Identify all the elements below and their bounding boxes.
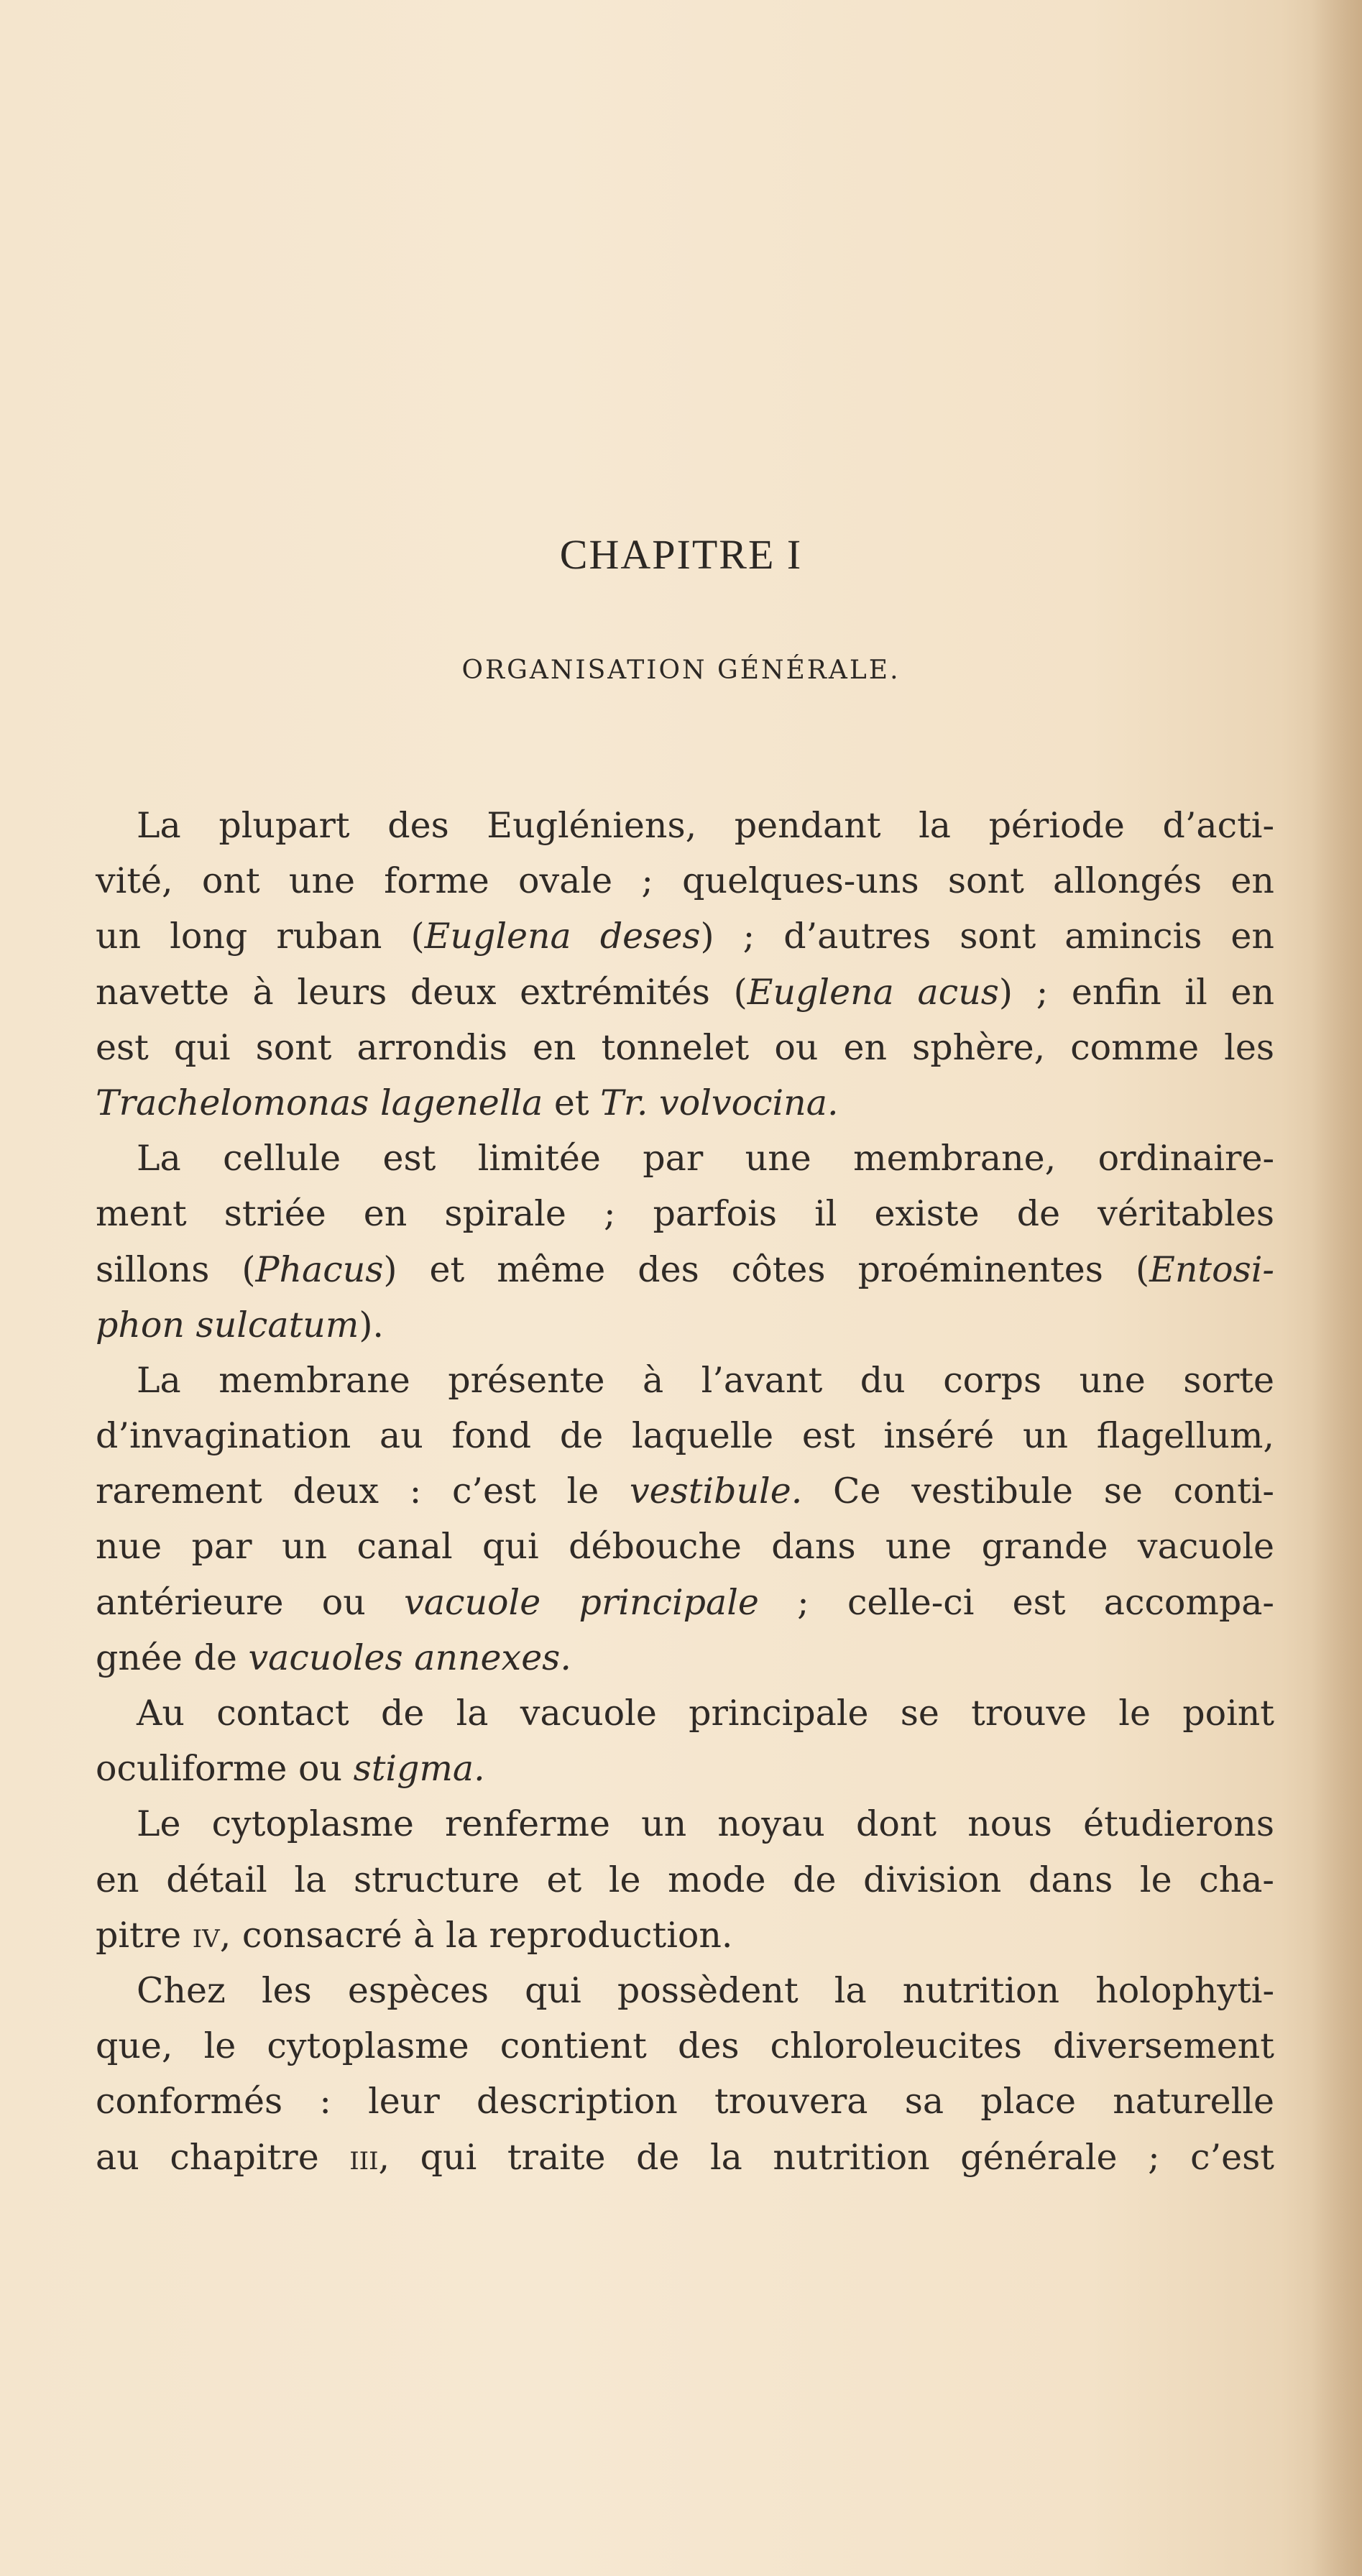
- text-run: conformés : leur description trouvera sa place naturelle: [96, 2081, 1274, 2122]
- text-run: Chez les espèces qui possèdent la nutrition holophyti-: [137, 1969, 1274, 2011]
- italic-term: vacuoles annexes.: [248, 1637, 571, 1678]
- text-run: est qui sont arrondis en tonnelet ou en sphère, comme les: [96, 1026, 1274, 1068]
- text-run: en détail la structure et le mode de division dans le cha-: [96, 1859, 1274, 1900]
- text-line: [96, 2130, 1274, 2185]
- text-run: ) et même des côtes proéminentes (: [383, 1248, 1150, 1290]
- text-run: vité, ont une forme ovale ; quelques-uns sont allongés en: [96, 860, 1274, 902]
- body-text: [96, 798, 1274, 2185]
- text-run: ; celle-ci est accompa-: [758, 1581, 1274, 1623]
- text-line: [96, 2074, 1274, 2129]
- text-run: sillons (: [96, 1248, 256, 1290]
- italic-term: vacuole principale: [404, 1581, 759, 1623]
- text-run: Au contact de la vacuole principale se trouve le point: [137, 1693, 1274, 1734]
- text-run: antérieure ou: [96, 1581, 405, 1623]
- text-line: [96, 1796, 1274, 1852]
- text-run: ).: [359, 1304, 385, 1346]
- italic-term: phon sulcatum: [96, 1304, 359, 1346]
- text-run: nue par un canal qui débouche dans une grande vacuole: [96, 1526, 1274, 1568]
- text-line: [96, 1353, 1274, 1408]
- text-line: [96, 2018, 1274, 2074]
- text-line: [96, 798, 1274, 853]
- text-run: Le cytoplasme renferme un noyau dont nous étudierons: [137, 1803, 1274, 1845]
- text-line: [96, 1242, 1274, 1297]
- text-run: au chapitre: [96, 2136, 350, 2178]
- chapter-title: CHAPITRE I: [559, 531, 803, 578]
- text-line: [96, 1685, 1274, 1741]
- text-run: La membrane présente à l’avant du corps une sorte: [137, 1359, 1274, 1401]
- italic-term: Euglena deses: [424, 916, 701, 957]
- text-line: [96, 1463, 1274, 1519]
- text-line: [96, 1519, 1274, 1574]
- text-line: [96, 1741, 1274, 1796]
- text-run: ) ; enfin il en: [998, 971, 1275, 1013]
- italic-term: Tr. volvocina.: [600, 1082, 839, 1123]
- text-run: rarement deux : c’est le: [96, 1471, 630, 1512]
- text-line: [96, 1575, 1274, 1630]
- italic-term: Trachelomonas lagenella: [96, 1082, 543, 1123]
- italic-term: vestibule.: [629, 1471, 803, 1512]
- text-run: d’invagination au fond de laquelle est inséré un flagellum,: [96, 1415, 1274, 1457]
- roman-numeral: iv: [192, 1914, 220, 1956]
- italic-term: stigma.: [353, 1748, 485, 1790]
- text-run: que, le cytoplasme contient des chloroleucites diversement: [96, 2025, 1274, 2067]
- text-run: La cellule est limitée par une membrane, ordinaire-: [137, 1138, 1274, 1179]
- text-line: [96, 853, 1274, 908]
- text-run: ) ; d’autres sont amincis en: [700, 916, 1274, 957]
- text-line: [96, 1963, 1274, 2018]
- text-line: [96, 1186, 1274, 1241]
- page-edge-shadow: [1312, 0, 1362, 2576]
- text-run: ment striée en spirale ; parfois il existe de véritables: [96, 1193, 1274, 1235]
- text-line: [96, 1408, 1274, 1463]
- italic-term: Entosi-: [1149, 1248, 1274, 1290]
- text-line: [96, 1131, 1274, 1186]
- text-line: [96, 1297, 1274, 1353]
- text-run: un long ruban (: [96, 916, 425, 957]
- text-run: pitre: [96, 1914, 193, 1956]
- text-run: oculiforme ou: [96, 1748, 354, 1790]
- text-run: , qui traite de la nutrition générale ; c’est: [378, 2136, 1274, 2178]
- roman-numeral: iii: [349, 2136, 379, 2178]
- text-line: [96, 965, 1274, 1020]
- text-run: Ce vestibule se conti-: [802, 1471, 1274, 1512]
- section-title: ORGANISATION GÉNÉRALE.: [461, 656, 901, 685]
- text-run: gnée de: [96, 1637, 249, 1678]
- text-line: [96, 1852, 1274, 1908]
- text-line: [96, 1908, 1274, 1963]
- italic-term: Euglena acus: [747, 971, 999, 1013]
- text-run: , consacré à la reproduction.: [219, 1914, 733, 1956]
- text-run: La plupart des Eugléniens, pendant la période d’acti-: [137, 805, 1274, 846]
- text-line: [96, 1075, 1274, 1131]
- text-line: [96, 1630, 1274, 1685]
- text-run: navette à leurs deux extrémités (: [96, 971, 747, 1013]
- text-line: [96, 1020, 1274, 1075]
- text-line: [96, 908, 1274, 964]
- italic-term: Phacus: [255, 1248, 384, 1290]
- text-run: et: [543, 1082, 601, 1123]
